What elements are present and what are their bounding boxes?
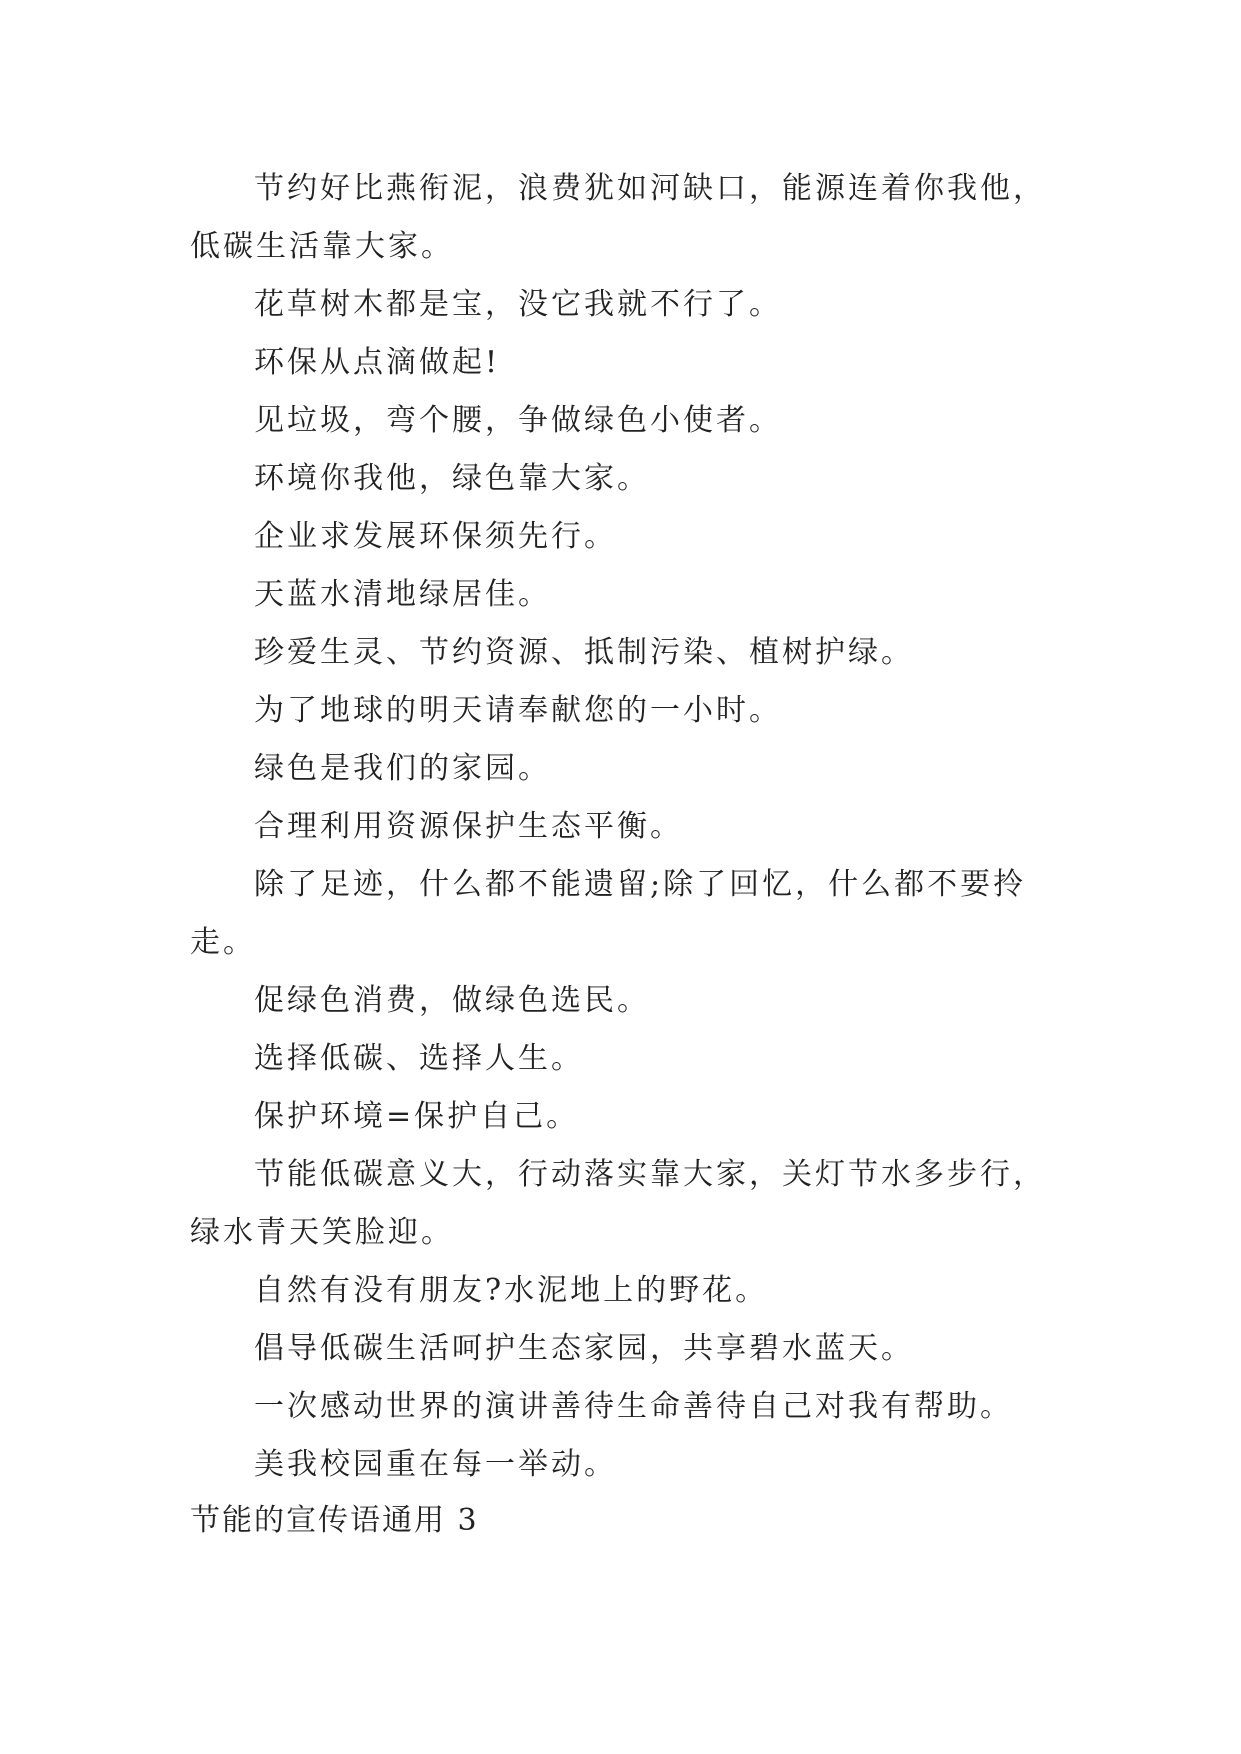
slogan-paragraph: 美我校园重在每一举动。: [254, 1447, 617, 1482]
slogan-paragraph: 节约好比燕衔泥，浪费犹如河缺口，能源连着你我他，低碳生活靠大家。: [190, 171, 1046, 264]
slogan-paragraph: 为了地球的明天请奉献您的一小时。: [254, 693, 782, 728]
slogan-paragraph: 绿色是我们的家园。: [254, 751, 551, 786]
section-heading: 节能的宣传语通用 3: [190, 1503, 479, 1538]
slogan-paragraph: 环保从点滴做起!: [254, 345, 501, 380]
slogan-paragraph: 环境你我他，绿色靠大家。: [254, 461, 650, 496]
slogan-paragraph: 企业求发展环保须先行。: [254, 519, 617, 554]
slogan-paragraph: 促绿色消费，做绿色选民。: [254, 983, 650, 1018]
slogan-paragraph: 花草树木都是宝，没它我就不行了。: [254, 287, 782, 322]
slogan-paragraph: 节能低碳意义大，行动落实靠大家，关灯节水多步行，绿水青天笑脸迎。: [190, 1157, 1046, 1250]
slogan-paragraph: 见垃圾，弯个腰，争做绿色小使者。: [254, 403, 782, 438]
slogan-paragraph: 珍爱生灵、节约资源、抵制污染、植树护绿。: [254, 635, 914, 670]
slogan-paragraph: 天蓝水清地绿居佳。: [254, 577, 551, 612]
slogan-paragraph: 一次感动世界的演讲善待生命善待自己对我有帮助。: [254, 1389, 1013, 1424]
slogan-paragraph: 自然有没有朋友?水泥地上的野花。: [254, 1273, 769, 1308]
slogan-paragraph: 合理利用资源保护生态平衡。: [254, 809, 683, 844]
slogan-paragraph: 倡导低碳生活呵护生态家园，共享碧水蓝天。: [254, 1331, 914, 1366]
slogan-paragraph: 除了足迹，什么都不能遗留;除了回忆，什么都不要拎走。: [190, 867, 1027, 960]
document-body: [190, 160, 1070, 1494]
slogan-paragraph: 选择低碳、选择人生。: [254, 1041, 584, 1076]
slogan-paragraph: 保护环境=保护自己。: [254, 1099, 580, 1134]
